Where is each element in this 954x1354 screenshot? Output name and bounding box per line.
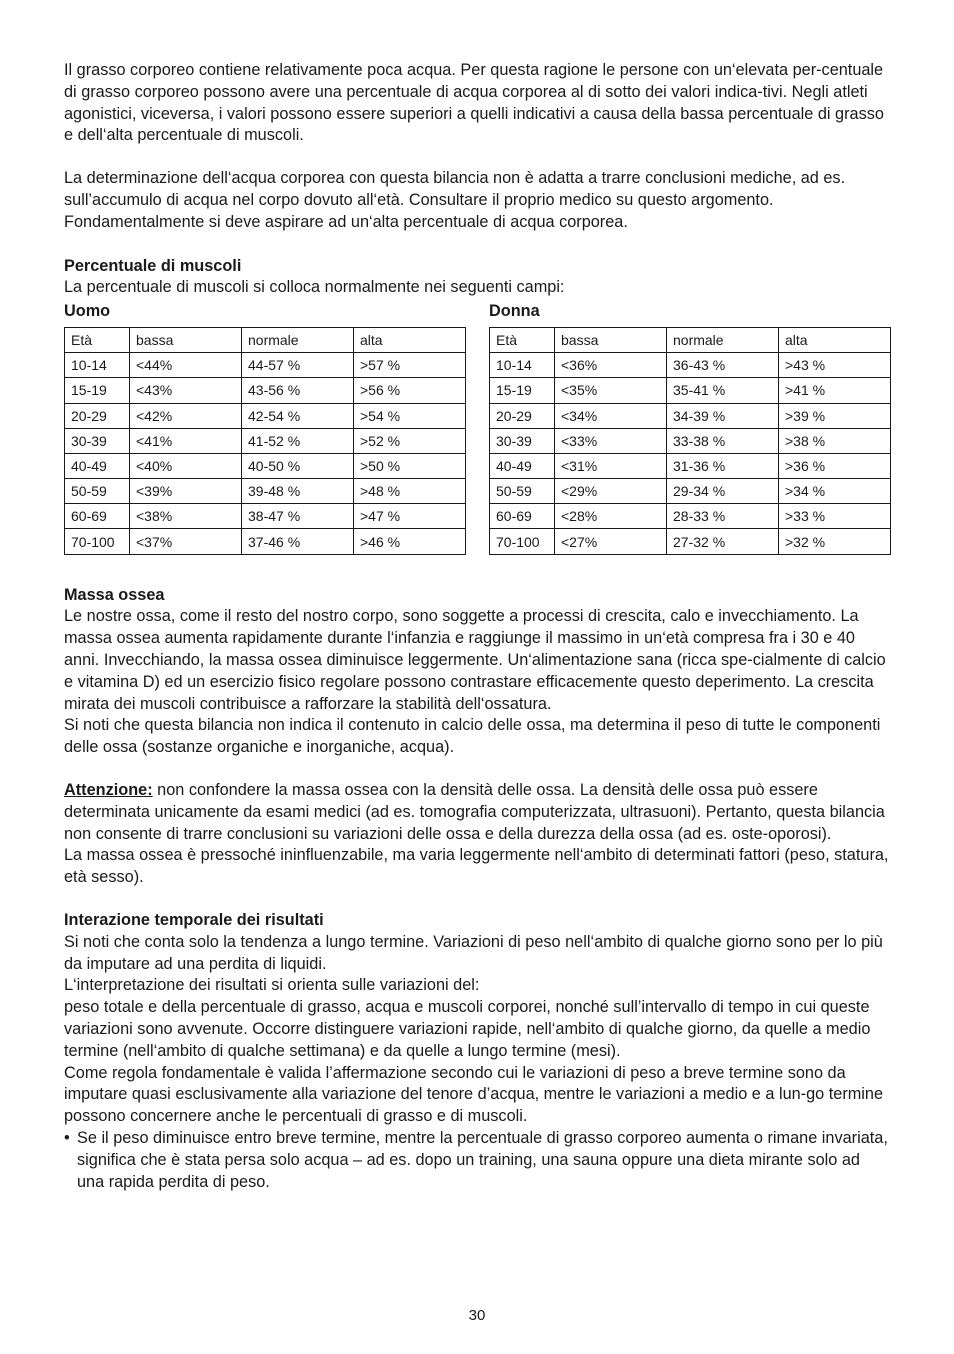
table-cell: >57 % (354, 353, 466, 378)
table-cell: <29% (555, 479, 667, 504)
intro-paragraph-1: Il grasso corporeo contiene relativamente poca acqua. Per questa ragione le persone con un‘elevata per-centuale di grasso corporeo possono avere una percentuale di acqua corporea al di sotto dei valori indica-tivi. Negli atleti agonistici, viceversa, i valori possono essere superiori a quelli indicativi a causa della bassa percentuale di grasso e dell‘alta percentuale di muscoli. (64, 61, 884, 145)
table-cell: <39% (130, 479, 242, 504)
table-row (65, 378, 466, 403)
table-cell: 38-47 % (242, 504, 354, 529)
table-cell: 60-69 (490, 504, 555, 529)
table-cell: >52 % (354, 428, 466, 453)
table-cell: 35-41 % (667, 378, 779, 403)
table-cell: 29-34 % (667, 479, 779, 504)
page-number: 30 (468, 1307, 486, 1324)
interazione-paragraph-4: Come regola fondamentale è valida l’affermazione secondo cui le variazioni di peso a breve termine sono da imputare quasi esclusivamente alla variazione del tenore d’acqua, mentre le variazioni a medio e a lun-go termine possono concernere anche le percentuali di grasso e di muscoli. (64, 1063, 884, 1126)
uomo-table (64, 327, 466, 555)
table-cell: 15-19 (65, 378, 130, 403)
table-cell: <33% (555, 428, 667, 453)
intro-paragraph-2: La determinazione dell‘acqua corporea con questa bilancia non è adatta a trarre conclusioni mediche, ad es. sull’accumulo di acqua nel corpo dovuto all‘età. Consultare il proprio medico su questo argomento. Fondamentalmente si deve aspirare ad un‘alta percentuale di acqua corporea. (64, 169, 846, 231)
table-cell: 50-59 (490, 479, 555, 504)
table-row (490, 403, 891, 428)
ossea-heading: Massa ossea (64, 585, 165, 604)
table-row (490, 504, 891, 529)
table-cell: 40-50 % (242, 453, 354, 478)
ossea-paragraph-2: Si noti che questa bilancia non indica il contenuto in calcio delle ossa, ma determina il peso di tutte le componenti delle ossa (sostanze organiche e inorganiche, acqua). (64, 716, 881, 757)
bullet-text: Se il peso diminuisce entro breve termine, mentre la percentuale di grasso corporeo aumenta o rimane invariata, significa che è stata persa solo acqua – ad es. dopo un training, una sauna oppure una dieta mirante solo ad una rapida perdita di peso. (77, 1128, 888, 1191)
table-cell: 70-100 (490, 529, 555, 554)
muscoli-intro: La percentuale di muscoli si colloca normalmente nei seguenti campi: (64, 278, 565, 297)
table-cell: 10-14 (490, 353, 555, 378)
table-header-row (65, 327, 466, 352)
table-row (65, 403, 466, 428)
table-row (65, 453, 466, 478)
table-header-cell: alta (779, 327, 891, 352)
table-row (490, 428, 891, 453)
table-cell: <42% (130, 403, 242, 428)
donna-table (489, 327, 891, 555)
table-cell: 15-19 (490, 378, 555, 403)
table-row (490, 479, 891, 504)
bullet-item (64, 1128, 890, 1193)
table-cell: <37% (130, 529, 242, 554)
ossea-paragraph-1: Le nostre ossa, come il resto del nostro corpo, sono soggette a processi di crescita, calo e invecchiamento. La massa ossea aumenta rapidamente durante l‘infanzia e raggiunge il massimo in un‘età compresa fra i 30 e 40 anni. Invecchiando, la massa ossea diminuisce leggermente. Un‘alimentazione sana (ricca spe-cialmente di calcio e vitamina D) ed un esercizio fisico regolare possono contrastare efficacemente questo deperimento. La crescita mirata dei muscoli contribuisce a rafforzare la stabilità dell‘ossatura. (64, 607, 886, 713)
table-cell: >48 % (354, 479, 466, 504)
muscle-tables (64, 301, 890, 554)
table-cell: 10-14 (65, 353, 130, 378)
table-cell: 42-54 % (242, 403, 354, 428)
table-cell: >54 % (354, 403, 466, 428)
table-cell: >56 % (354, 378, 466, 403)
table-row (65, 428, 466, 453)
table-cell: >32 % (779, 529, 891, 554)
table-cell: 20-29 (490, 403, 555, 428)
table-header-row (490, 327, 891, 352)
uomo-title: Uomo (64, 302, 111, 321)
attention-text: non confondere la massa ossea con la densità delle ossa. La densità delle ossa può essere determinata unicamente da esami medici (ad es. tomografia computerizzata, ultrasuoni). Pertanto, questa bilancia non consente di trarre conclusioni su variazioni delle ossa e della durezza della ossa (ad es. oste-oporosi). (64, 781, 885, 843)
table-cell: 30-39 (490, 428, 555, 453)
table-row (490, 378, 891, 403)
muscoli-heading: Percentuale di muscoli (64, 256, 242, 275)
table-cell: 50-59 (65, 479, 130, 504)
table-cell: >36 % (779, 453, 891, 478)
table-header-cell: bassa (130, 327, 242, 352)
table-cell: >43 % (779, 353, 891, 378)
table-cell: <41% (130, 428, 242, 453)
table-cell: 39-48 % (242, 479, 354, 504)
table-cell: 37-46 % (242, 529, 354, 554)
table-cell: >46 % (354, 529, 466, 554)
table-header-cell: Età (65, 327, 130, 352)
table-cell: <40% (130, 453, 242, 478)
attention-label: Attenzione: (64, 781, 153, 800)
table-cell: <35% (555, 378, 667, 403)
uomo-section (64, 301, 465, 554)
table-header-cell: normale (667, 327, 779, 352)
table-cell: <43% (130, 378, 242, 403)
table-cell: 28-33 % (667, 504, 779, 529)
document-page (64, 60, 890, 1193)
table-cell: <34% (555, 403, 667, 428)
table-row (65, 479, 466, 504)
table-cell: 40-49 (65, 453, 130, 478)
table-cell: 27-32 % (667, 529, 779, 554)
table-header-cell: normale (242, 327, 354, 352)
table-row (490, 453, 891, 478)
table-cell: 43-56 % (242, 378, 354, 403)
table-header-cell: Età (490, 327, 555, 352)
table-cell: <27% (555, 529, 667, 554)
interazione-paragraph-2: L‘interpretazione dei risultati si orienta sulle variazioni del: (64, 976, 480, 995)
table-cell: <36% (555, 353, 667, 378)
table-cell: 36-43 % (667, 353, 779, 378)
table-header-cell: alta (354, 327, 466, 352)
table-cell: 33-38 % (667, 428, 779, 453)
table-cell: >34 % (779, 479, 891, 504)
table-cell: >39 % (779, 403, 891, 428)
table-cell: 60-69 (65, 504, 130, 529)
table-cell: 41-52 % (242, 428, 354, 453)
donna-section (489, 301, 890, 554)
table-cell: 30-39 (65, 428, 130, 453)
table-cell: >38 % (779, 428, 891, 453)
attention-paragraph (64, 780, 890, 845)
table-cell: <44% (130, 353, 242, 378)
interazione-paragraph-1: Si noti che conta solo la tendenza a lungo termine. Variazioni di peso nell‘ambito di qualche giorno sono per lo più da imputare ad una perdita di liquidi. (64, 932, 883, 973)
table-row (65, 353, 466, 378)
table-cell: >41 % (779, 378, 891, 403)
table-cell: <28% (555, 504, 667, 529)
ossea-paragraph-3: La massa ossea è pressoché ininfluenzabile, ma varia leggermente nell‘ambito di determinati fattori (peso, statura, età sesso). (64, 846, 889, 887)
table-cell: 20-29 (65, 403, 130, 428)
table-cell: 44-57 % (242, 353, 354, 378)
table-cell: 70-100 (65, 529, 130, 554)
table-cell: <31% (555, 453, 667, 478)
bullet-icon: • (64, 1128, 70, 1147)
table-cell: >50 % (354, 453, 466, 478)
table-row (490, 529, 891, 554)
table-cell: 34-39 % (667, 403, 779, 428)
table-row (65, 504, 466, 529)
donna-title: Donna (489, 302, 540, 321)
table-cell: <38% (130, 504, 242, 529)
table-row (490, 353, 891, 378)
table-header-cell: bassa (555, 327, 667, 352)
table-cell: >47 % (354, 504, 466, 529)
interazione-paragraph-3: peso totale e della percentuale di grasso, acqua e muscoli corporei, nonché sull’intervallo di tempo in cui queste variazioni sono avvenute. Occorre distinguere variazioni rapide, nell‘ambito di qualche giorno, da quelle a medio termine (nell‘ambito di qualche settimana) e da quelle a lungo termine (mesi). (64, 998, 871, 1060)
table-cell: 40-49 (490, 453, 555, 478)
table-cell: >33 % (779, 504, 891, 529)
table-cell: 31-36 % (667, 453, 779, 478)
interazione-heading: Interazione temporale dei risultati (64, 911, 324, 930)
table-row (65, 529, 466, 554)
